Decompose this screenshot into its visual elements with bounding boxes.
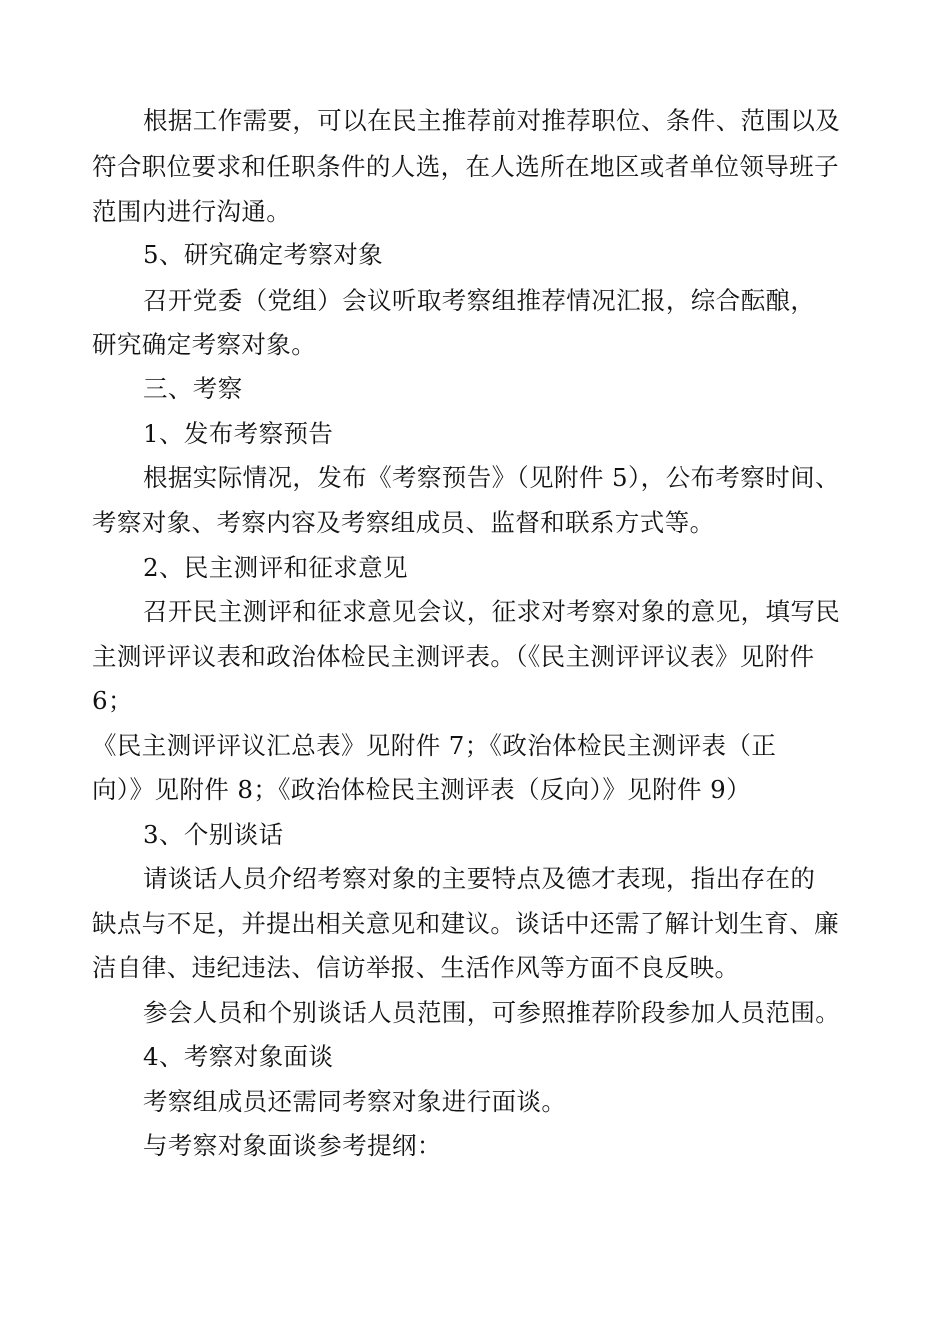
paragraph-line: 向）》见附件 8；《政治体检民主测评表（反向）》见附件 9） [92,775,751,804]
paragraph-line: 与考察对象面谈参考提纲： [143,1131,442,1160]
paragraph-line: 范围内进行沟通。 [92,197,292,226]
paragraph-line: 主测评评议表和政治体检民主测评表。（《民主测评评议表》见附件 [92,642,815,671]
paragraph-line: 《民主测评评议汇总表》见附件 7；《政治体检民主测评表（正 [92,731,777,760]
paragraph-line: 召开民主测评和征求意见会议，征求对考察对象的意见，填写民 [143,597,841,626]
paragraph-line: 召开党委（党组）会议听取考察组推荐情况汇报，综合酝酿， [143,286,816,315]
paragraph-line: 缺点与不足，并提出相关意见和建议。谈话中还需了解计划生育、廉 [92,909,839,938]
section-heading: 5、研究确定考察对象 [143,240,384,269]
paragraph-line: 6； [92,686,133,715]
paragraph-line: 根据实际情况，发布《考察预告》（见附件 5），公布考察时间、 [143,463,840,492]
paragraph-line: 参会人员和个别谈话人员范围，可参照推荐阶段参加人员范围。 [143,998,841,1027]
paragraph-line: 考察对象、考察内容及考察组成员、监督和联系方式等。 [92,508,715,537]
paragraph-line: 符合职位要求和任职条件的人选，在人选所在地区或者单位领导班子 [92,152,839,181]
section-heading: 4、考察对象面谈 [143,1042,334,1071]
section-heading: 三、考察 [143,374,243,403]
paragraph-line: 根据工作需要，可以在民主推荐前对推荐职位、条件、范围以及 [143,106,841,135]
paragraph-line: 请谈话人员介绍考察对象的主要特点及德才表现，指出存在的 [143,864,816,893]
paragraph-line: 研究确定考察对象。 [92,330,317,359]
paragraph-line: 考察组成员还需同考察对象进行面谈。 [143,1087,567,1116]
section-heading: 3、个别谈话 [143,820,284,849]
paragraph-line: 洁自律、违纪违法、信访举报、生活作风等方面不良反映。 [92,953,740,982]
section-heading: 2、民主测评和征求意见 [143,553,408,582]
section-heading: 1、发布考察预告 [143,419,334,448]
